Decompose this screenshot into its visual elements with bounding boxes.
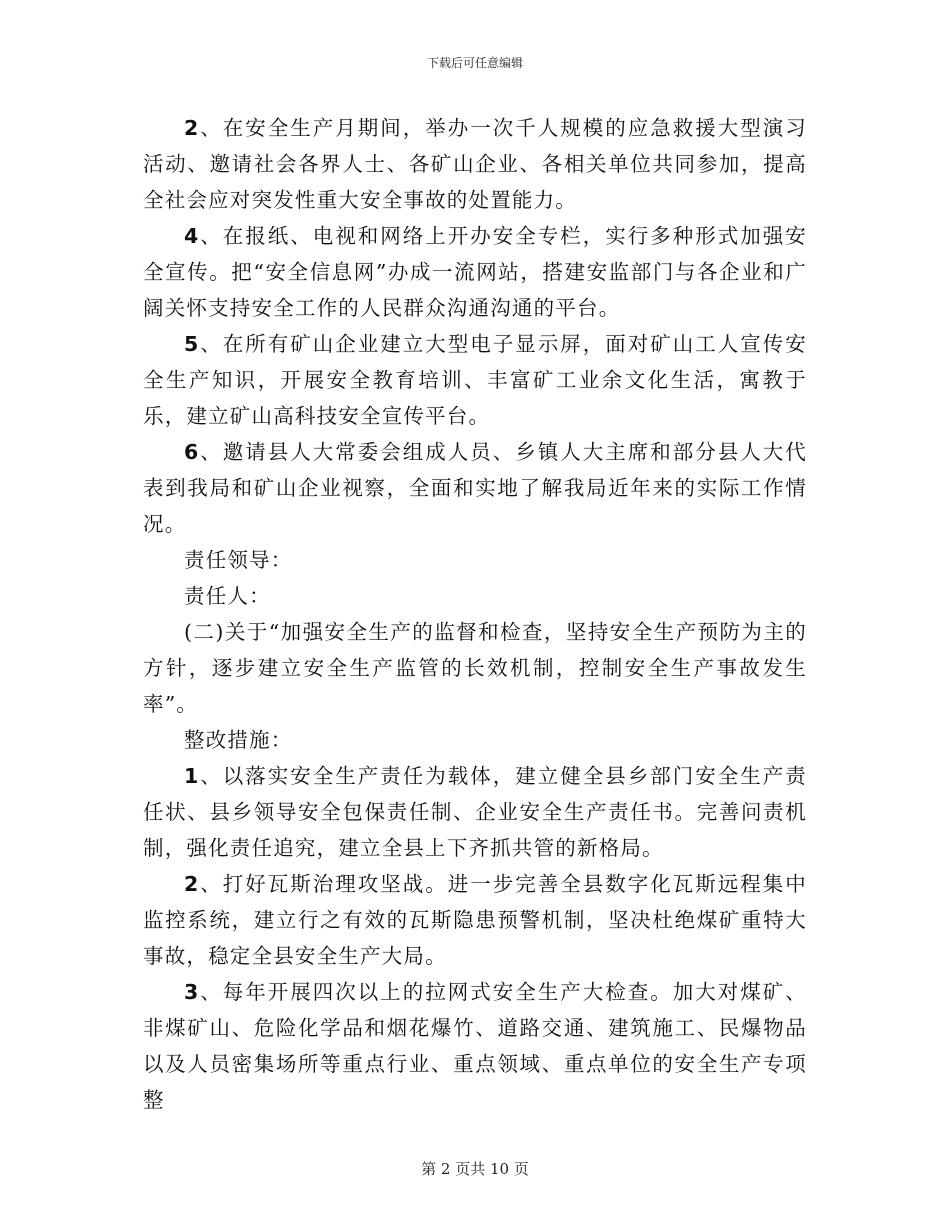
measure-2 [143,866,807,974]
responsible-leader-label: 责任领导： [184,548,293,572]
paragraph-text: 、在所有矿山企业建立大型电子显示屏，面对矿山工人宣传安全生产知识，开展安全教育培训、丰富矿工业余文化生活，寓教于乐，建立矿山高科技安全宣传平台。 [143,332,807,428]
paragraph-number: 2 [184,116,200,140]
paragraph-6 [143,434,807,542]
paragraph-2 [143,110,807,218]
paragraph-text: 、打好瓦斯治理攻坚战。进一步完善全县数字化瓦斯远程集中监控系统，建立行之有效的瓦斯隐患预警机制，坚决杜绝煤矿重特大事故，稳定全县安全生产大局。 [143,872,807,968]
paragraph-text: 、在报纸、电视和网络上开办安全专栏，实行多种形式加强安全宣传。把“安全信息网”办成一流网站，搭建安监部门与各企业和广阔关怀支持安全工作的人民群众沟通沟通的平台。 [143,224,807,320]
paragraph-number: 2 [184,872,200,896]
measure-3 [143,974,807,1118]
paragraph-text: 、每年开展四次以上的拉网式安全生产大检查。加大对煤矿、非煤矿山、危险化学品和烟花爆竹、道路交通、建筑施工、民爆物品以及人员密集场所等重点行业、重点领域、重点单位的安全生产专项整 [143,980,807,1112]
paragraph-number: 3 [184,980,200,1004]
paragraph-5 [143,326,807,434]
paragraph-number: 5 [184,332,200,356]
paragraph-text: 、以落实安全生产责任为载体，建立健全县乡部门安全生产责任状、县乡领导安全包保责任制、企业安全生产责任书。完善问责机制，强化责任追究，建立全县上下齐抓共管的新格局。 [143,764,807,860]
paragraph-number: 1 [184,764,200,788]
responsible-person-label: 责任人： [184,584,271,608]
paragraph-number: 4 [184,224,200,248]
page-header: 下载后可任意编辑 [426,56,523,70]
measure-1 [143,758,807,866]
paragraph-text: 、在安全生产月期间，举办一次千人规模的应急救援大型演习活动、邀请社会各界人士、各矿山企业、各相关单位共同参加，提高全社会应对突发性重大安全事故的处置能力。 [143,116,807,212]
rectification-measures-label: 整改措施： [184,728,293,752]
page-footer: 第 2 页共 10 页 [421,1160,529,1178]
paragraph-text: 、邀请县人大常委会组成人员、乡镇人大主席和部分县人大代表到我局和矿山企业视察，全面和实地了解我局近年来的实际工作情况。 [143,440,807,536]
paragraph-number: 6 [184,440,200,464]
paragraph-4 [143,218,807,326]
document-body [143,110,807,1118]
section-two-heading: (二)关于“加强安全生产的监督和检查，坚持安全生产预防为主的方针，逐步建立安全生产监管的长效机制，控制安全生产事故发生率”。 [143,620,807,716]
